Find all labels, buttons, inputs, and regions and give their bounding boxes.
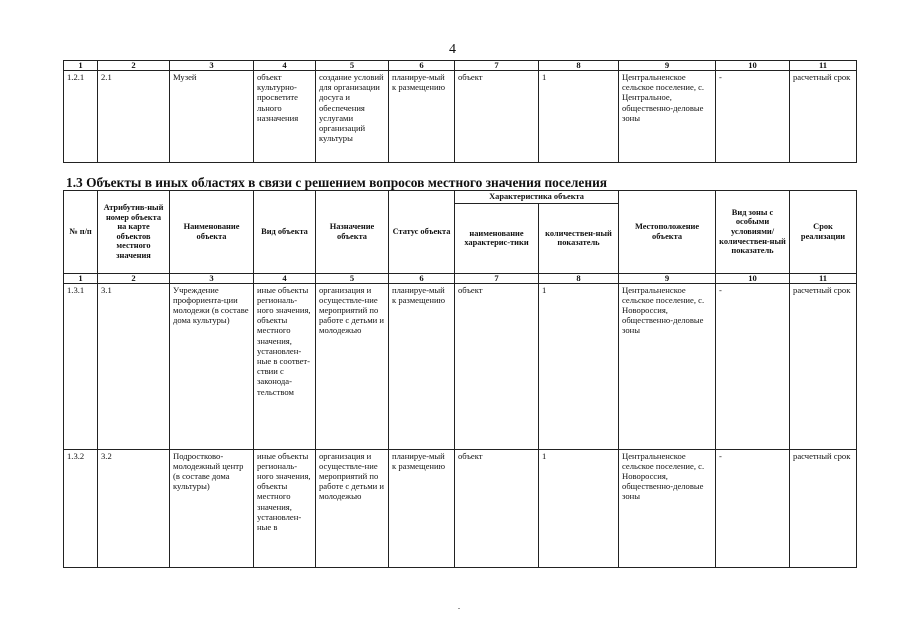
cell-term: расчетный срок	[790, 71, 857, 163]
header-number: № п/п	[64, 191, 98, 274]
col-num-3: 3	[170, 273, 254, 283]
column-number-row	[64, 273, 857, 283]
table-row	[64, 449, 857, 567]
cell-location: Центральненское сельское поселение, с. Новороссия, общественно-деловые зоны	[619, 449, 716, 567]
cell-object-type: иные объекты региональ-ного значения, объекты местного значения, установлен-ные в	[254, 449, 316, 567]
cell-object-name: Учреждение профориента-ции молодежи (в составе дома культуры)	[170, 283, 254, 449]
cell-number: 1.2.1	[64, 71, 98, 163]
header-term: Срок реализации	[790, 191, 857, 274]
cell-purpose: организация и осуществле-ние мероприятий по работе с детьми и молодежью	[316, 283, 389, 449]
col-num-9: 9	[619, 273, 716, 283]
col-num-7: 7	[455, 273, 539, 283]
col-num-8: 8	[539, 61, 619, 71]
header-char-value: количествен-ный показатель	[539, 203, 619, 273]
cell-object-type: объект культурно-просветите льного назначения	[254, 71, 316, 163]
cell-char-value: 1	[539, 449, 619, 567]
col-num-5: 5	[316, 273, 389, 283]
table-objects-other	[63, 190, 857, 568]
page-number: 4	[449, 42, 456, 57]
col-num-4: 4	[254, 61, 316, 71]
col-num-1: 1	[64, 61, 98, 71]
col-num-8: 8	[539, 273, 619, 283]
cell-term: расчетный срок	[790, 449, 857, 567]
cell-status: планируе-мый к размещению	[389, 71, 455, 163]
cell-char-value: 1	[539, 71, 619, 163]
header-row	[64, 191, 857, 204]
col-num-6: 6	[389, 273, 455, 283]
header-location: Местоположение объекта	[619, 191, 716, 274]
col-num-7: 7	[455, 61, 539, 71]
header-characteristics: Характеристика объекта	[455, 191, 619, 204]
table-row	[64, 71, 857, 163]
cell-status: планируе-мый к размещению	[389, 449, 455, 567]
header-status: Статус объекта	[389, 191, 455, 274]
cell-zone: -	[716, 283, 790, 449]
cell-number: 1.3.1	[64, 283, 98, 449]
cell-char-name: объект	[455, 71, 539, 163]
cell-object-type: иные объекты региональ-ного значения, объекты местного значения, установлен-ные в соответ-ствии с законода-тельством	[254, 283, 316, 449]
scan-speck	[458, 608, 460, 609]
cell-object-name: Подростково-молодежный центр (в составе дома культуры)	[170, 449, 254, 567]
cell-term: расчетный срок	[790, 283, 857, 449]
cell-attr-number: 3.2	[98, 449, 170, 567]
col-num-11: 11	[790, 61, 857, 71]
cell-purpose: создание условий для организации досуга и обеспечения услугами организаций культуры	[316, 71, 389, 163]
table-row	[64, 283, 857, 449]
header-object-name: Наименование объекта	[170, 191, 254, 274]
col-num-6: 6	[389, 61, 455, 71]
cell-object-name: Музей	[170, 71, 254, 163]
header-attr-number: Атрибутив-ный номер объекта на карте объектов местного значения	[98, 191, 170, 274]
cell-status: планируе-мый к размещению	[389, 283, 455, 449]
column-number-row	[64, 61, 857, 71]
col-num-2: 2	[98, 61, 170, 71]
col-num-5: 5	[316, 61, 389, 71]
col-num-10: 10	[716, 61, 790, 71]
cell-attr-number: 2.1	[98, 71, 170, 163]
cell-attr-number: 3.1	[98, 283, 170, 449]
header-purpose: Назначение объекта	[316, 191, 389, 274]
col-num-3: 3	[170, 61, 254, 71]
table-objects-culture	[63, 60, 857, 163]
cell-char-name: объект	[455, 283, 539, 449]
cell-zone: -	[716, 449, 790, 567]
header-object-type: Вид объекта	[254, 191, 316, 274]
cell-number: 1.3.2	[64, 449, 98, 567]
cell-char-value: 1	[539, 283, 619, 449]
cell-char-name: объект	[455, 449, 539, 567]
col-num-1: 1	[64, 273, 98, 283]
col-num-9: 9	[619, 61, 716, 71]
col-num-4: 4	[254, 273, 316, 283]
col-num-11: 11	[790, 273, 857, 283]
col-num-2: 2	[98, 273, 170, 283]
cell-location: Центральненское сельское поселение, с. Новороссия, общественно-деловые зоны	[619, 283, 716, 449]
col-num-10: 10	[716, 273, 790, 283]
header-char-name: наименование характерис-тики	[455, 203, 539, 273]
header-zone: Вид зоны с особыми условиями/ количествен-ный показатель	[716, 191, 790, 274]
cell-location: Центральненское сельское поселение, с. Центральное, общественно-деловые зоны	[619, 71, 716, 163]
cell-zone: -	[716, 71, 790, 163]
section-title: 1.3 Объекты в иных областях в связи с решением вопросов местного значения поселения	[66, 175, 608, 190]
cell-purpose: организация и осуществле-ние мероприятий по работе с детьми и молодежью	[316, 449, 389, 567]
